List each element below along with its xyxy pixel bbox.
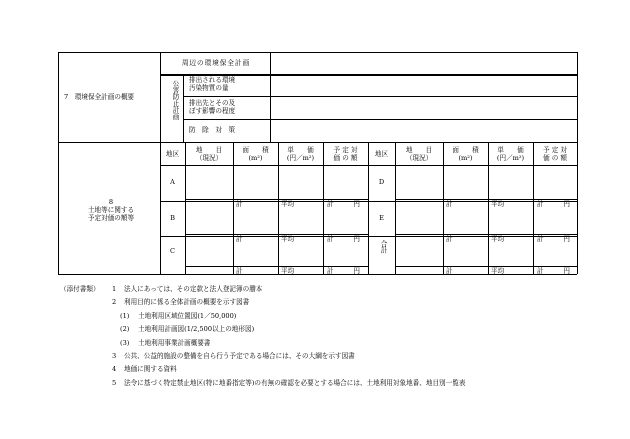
header-chimoku: 地 目 （現況） bbox=[195, 146, 223, 162]
header-district: 地区 bbox=[165, 150, 180, 158]
attachments-section bbox=[60, 283, 466, 390]
total-yen-label: 計 円 bbox=[327, 200, 360, 208]
attachment-no: (1) bbox=[120, 311, 130, 320]
section8-label: 8 土地等に関する 予定対価の額等 bbox=[87, 198, 135, 222]
attachment-no: 5 bbox=[112, 378, 117, 387]
attachment-text: 法令に基づく特定禁止地区(特に地番指定等)の有無の確認を必要とする場合には、土地利用対象地番、地目別一覧表 bbox=[124, 378, 466, 387]
surrounding-plan-label: 周辺の環境保全計画 bbox=[181, 59, 251, 67]
average-label: 平均 bbox=[281, 235, 295, 243]
subtotal-label: 計 bbox=[446, 200, 453, 208]
attachment-no: (2) bbox=[120, 325, 130, 334]
table-right-border bbox=[577, 52, 578, 274]
average-label: 平均 bbox=[491, 267, 505, 275]
section-divider bbox=[58, 142, 577, 143]
section7-divider bbox=[160, 52, 161, 142]
attachment-text: 土地利用計画図(1/2,500以上の地形図) bbox=[138, 325, 255, 334]
table-top-border bbox=[58, 52, 577, 53]
attachment-no: 3 bbox=[112, 351, 117, 360]
header-unit: 単 価 (円／m²) bbox=[496, 146, 525, 162]
pollution-plan-label: 公害防止計画 bbox=[171, 80, 179, 120]
attachment-text: 公共、公益的施設の整備を自ら行う予定である場合には、その大綱を示す図書 bbox=[124, 351, 355, 360]
attachment-no: 4 bbox=[112, 365, 117, 374]
district-label: E bbox=[379, 213, 384, 222]
attachment-no: 1 bbox=[112, 285, 117, 293]
subtotal-label: 計 bbox=[236, 235, 243, 243]
attachment-no: (3) bbox=[120, 338, 130, 347]
discharge-impact-label: 排出先とその及 ぼす影響の程度 bbox=[189, 99, 236, 115]
table-left-border bbox=[58, 52, 59, 274]
attachments-label: （添付書類） bbox=[60, 285, 100, 293]
rule-line bbox=[183, 96, 577, 97]
subtotal-label: 計 bbox=[236, 267, 243, 275]
subtotal-label: 計 bbox=[236, 200, 243, 208]
total-yen-label: 計 円 bbox=[537, 235, 570, 243]
emission-amount-label: 排出される環境 汚染物質の量 bbox=[189, 76, 236, 92]
header-price: 予 定 対 価 の 額 bbox=[333, 146, 358, 162]
subtotal-label: 計 bbox=[446, 235, 453, 243]
district-total-label: 合計 bbox=[379, 240, 387, 254]
subtotal-label: 計 bbox=[446, 267, 453, 275]
attachment-text: 地価に関する資料 bbox=[124, 365, 177, 374]
prevention-measures-label: 防 除 対 策 bbox=[189, 126, 236, 134]
total-yen-label: 計 円 bbox=[327, 235, 360, 243]
rule-line bbox=[183, 74, 184, 142]
header-price: 予 定 対 価 の 額 bbox=[543, 146, 567, 162]
rule-line bbox=[183, 119, 577, 120]
average-label: 平均 bbox=[491, 235, 505, 243]
average-label: 平均 bbox=[281, 267, 295, 275]
attachment-no: 2 bbox=[112, 298, 117, 307]
total-yen-label: 計 円 bbox=[537, 267, 570, 275]
average-label: 平均 bbox=[491, 200, 505, 208]
rule-line bbox=[270, 52, 271, 142]
attachment-text: 土地利用区域位置図(1／50,000) bbox=[138, 311, 237, 320]
district-label: C bbox=[169, 247, 176, 255]
table-half-divider bbox=[368, 142, 369, 274]
average-label: 平均 bbox=[281, 200, 295, 208]
district-label: B bbox=[170, 213, 175, 222]
header-area: 面 積 (m²) bbox=[452, 146, 479, 162]
header-area: 面 積 (m²) bbox=[242, 146, 269, 162]
header-district: 地区 bbox=[374, 150, 389, 158]
district-label: A bbox=[170, 178, 175, 186]
header-chimoku: 地 目 （現況） bbox=[405, 146, 433, 162]
district-label: D bbox=[378, 178, 385, 186]
header-bottom-line bbox=[160, 165, 577, 166]
attachment-text: 利用目的に係る全体計画の概要を示す図書 bbox=[124, 298, 250, 307]
attachment-text: 法人にあっては、その定款と法人登記簿の謄本 bbox=[124, 285, 263, 293]
section7-label: 7 環境保全計画の概要 bbox=[64, 93, 135, 101]
header-unit: 単 価 (円／m²) bbox=[286, 146, 315, 162]
attachment-text: 土地利用事業計画概要書 bbox=[138, 338, 211, 347]
total-yen-label: 計 円 bbox=[327, 267, 360, 275]
total-yen-label: 計 円 bbox=[537, 200, 570, 208]
